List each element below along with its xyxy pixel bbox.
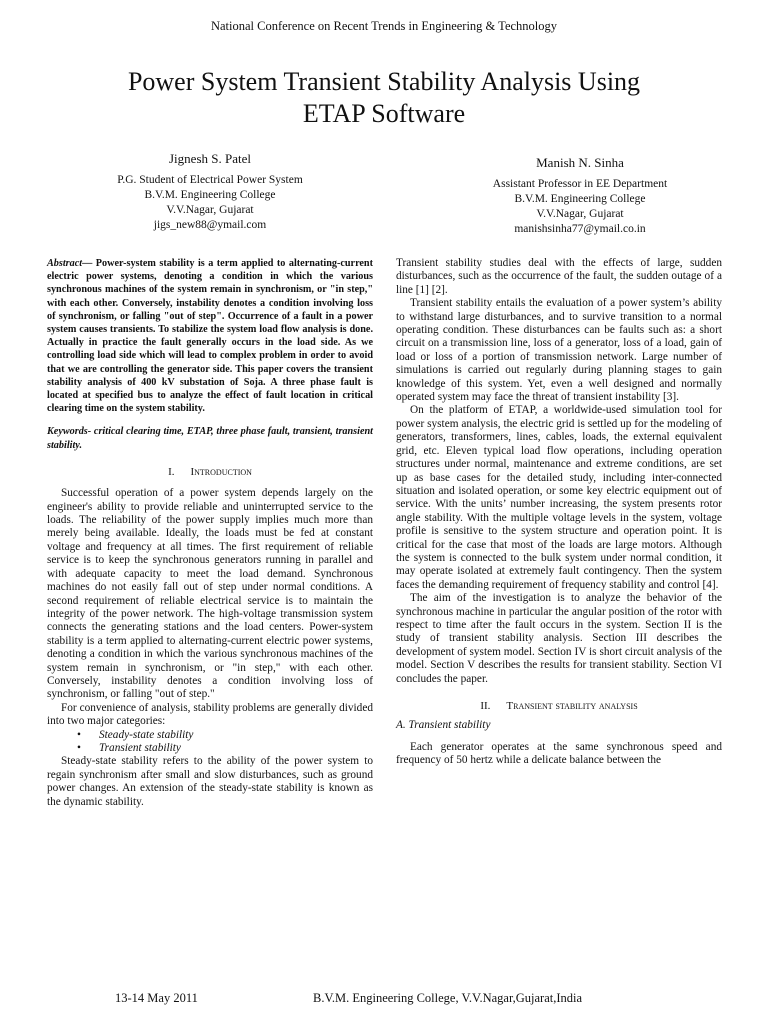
section-number: I. (168, 465, 175, 478)
keywords: Keywords- critical clearing time, ETAP, three phase fault, transient, transient stability. (47, 426, 373, 451)
author-name: Manish N. Sinha (536, 155, 624, 170)
author-institution: B.V.M. Engineering College (144, 189, 276, 201)
subsection-heading: A. Transient stability (396, 719, 491, 732)
footer-venue: B.V.M. Engineering College, V.V.Nagar,Gujarat,India (313, 991, 583, 1005)
list-item-label: Steady-state stability (99, 728, 194, 741)
abstract-text: Power-system stability is a term applied to alternating-current electric power systems, denoting a condition in which the various synchronous machines of the system remain in synchronism, or "in step," with each other. Conversely, instability denotes a condition involving loss of synchronism, or falling "out of step". Occurrence of a fault in a power system causes transients. To stabilize the system load flow analysis is done. Actually in practice the fault generally occurs in the load side. As we controlling load side which will lead to complex problem in order to avoid that we are controlling the generator side. This paper covers the transient stability analysis of 400 kV substation of Soja. A three phase fault is located at specified bus to analyze the effect of fault location in critical clearing time on the system stability. (47, 258, 373, 415)
author-role: Assistant Professor in EE Department (492, 178, 668, 190)
body-paragraph-4: The aim of the investigation is to analyze the behavior of the synchronous machine in particular the angular position of the rotor with respect to time after the fault occurs in the system. Section II is the study of transient stability analysis. Section III describes the development of system model. Section IV is short circuit analysis of the model. Section V describes the results for transient stability. Section VI concludes the paper. (396, 592, 722, 685)
title-line-1: Power System Transient Stability Analysis Using (127, 67, 641, 96)
list-item (77, 742, 373, 755)
body-paragraph-3: On the platform of ETAP, a worldwide-used simulation tool for power system analysis, the electric grid is settled up for the modeling of generators, transformers, lines, cables, loads, the external equivalent grid, etc. Eleven typical load flow operations, including operation structures under normal, maintenance and extreme conditions, are set up as base cases for the detailed study, including inter-connected situation and isolated operation, or some key electric equipment out of service. With the units’ number increasing, the system presents rotor angle stability. With the multiple voltage levels in the system, voltage profile is sensitive to the system structure and operation point. It is critical for the case that most of the loads are large motors. Although the system is connected to the bulk system under normal condition, it may operate isolated at extremely fault contingency. Then the system faces the demanding requirement of frequency stability and control [4]. (396, 404, 722, 591)
author-email: manishsinha77@ymail.co.in (514, 223, 646, 235)
list-item (77, 729, 373, 742)
author-block-1 (70, 151, 350, 233)
body-paragraph-2: Transient stability entails the evaluation of a power system’s ability to withstand large disturbances, and to survive transition to a normal operating condition. These disturbances can be faults such as: a short circuit on a transmission line, loss of a generator, loss of a load, gain of load or loss of a portion of transmission network. Large number of simulations is carried out regularly during planning stages to gain knowledge of this system. Yet, even a well designed and normally operated system may face the threat of transient instability [3]. (396, 297, 722, 404)
footer-date: 13-14 May 2011 (115, 991, 198, 1005)
abstract (47, 257, 373, 415)
intro-paragraph-1: Successful operation of a power system depends largely on the engineer's ability to provide reliable and uninterrupted service to the loads. The reliability of the power supply implies much more than merely being available. Ideally, the loads must be fed at constant voltage and frequency at all times. The first requirement of reliable service is to keep the synchronous generators running in parallel and with adequate capacity to meet the load demand. Synchronous machines do not easily fall out of step under normal conditions. A second requirement of reliable electrical service is to maintain the integrity of the power network. The high-voltage transmission system connects the generating stations and the load centers. Power-system stability is a term applied to alternating-current electric power systems, denoting a condition in which the various synchronous machines of the system remain in synchronism, or "in step," with each other. Conversely, instability denotes a condition involving loss of synchronism, or falling "out of step." (47, 487, 373, 701)
stability-categories-list (47, 729, 373, 756)
bullet-icon: • (77, 728, 81, 741)
body-paragraph-1: Transient stability studies deal with the effects of large, sudden disturbances, such as the occurrence of the fault, the sudden outage of a line [1] [2]. (396, 257, 722, 296)
section-title: Transient stability analysis (506, 700, 638, 712)
author-institution: B.V.M. Engineering College (514, 193, 646, 205)
author-block-2 (440, 155, 720, 237)
body-paragraph-5: Each generator operates at the same synchronous speed and frequency of 50 hertz while a delicate balance between the (396, 740, 722, 767)
section-title: Introduction (190, 465, 252, 478)
intro-paragraph-2: For convenience of analysis, stability problems are generally divided into two major categories: (47, 701, 373, 728)
paper-title (40, 66, 728, 130)
left-column (47, 257, 373, 809)
title-line-2: ETAP Software (302, 99, 466, 128)
section-number: II. (480, 700, 491, 712)
abstract-dash: — (82, 258, 96, 269)
intro-paragraph-3: Steady-state stability refers to the ability of the power system to regain synchronism after small and slow disturbances, such as ground power changes. An extension of the steady-state stability is known as the dynamic stability. (47, 755, 373, 808)
author-location: V.V.Nagar, Gujarat (166, 204, 254, 216)
author-location: V.V.Nagar, Gujarat (536, 208, 624, 220)
author-role: P.G. Student of Electrical Power System (117, 174, 303, 186)
list-item-label: Transient stability (99, 741, 181, 754)
section-heading-introduction (47, 466, 373, 479)
bullet-icon: • (77, 741, 81, 754)
right-column (396, 257, 722, 768)
conference-header: National Conference on Recent Trends in Engineering & Technology (210, 19, 558, 33)
author-email: jigs_new88@ymail.com (153, 219, 267, 231)
abstract-label: Abstract (47, 258, 83, 269)
section-heading-transient-stability-analysis (396, 700, 722, 713)
author-name: Jignesh S. Patel (169, 151, 251, 166)
